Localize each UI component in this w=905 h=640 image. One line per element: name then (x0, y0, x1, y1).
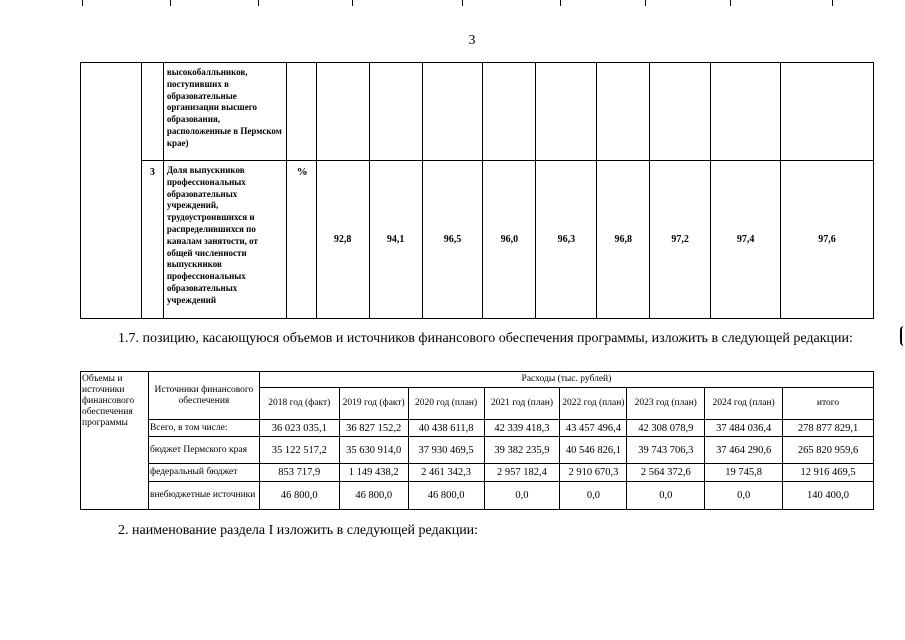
table-row (81, 161, 874, 319)
value-cell: 96,8 (597, 161, 650, 319)
value-cell: 42 339 418,3 (484, 420, 560, 437)
value-cell: 1 149 438,2 (339, 464, 408, 482)
value-cell: 36 023 035,1 (259, 420, 339, 437)
value-cell: 0,0 (705, 482, 783, 510)
finance-table (80, 371, 874, 510)
table-row (81, 420, 874, 437)
value-cell (781, 63, 874, 161)
value-cell: 12 916 469,5 (783, 464, 874, 482)
value-cell: 37 464 290,6 (705, 437, 783, 464)
column-header: итого (783, 388, 874, 420)
program-side-label: Объемы и источники финансового обеспечения программы (81, 372, 149, 510)
table-row (81, 464, 874, 482)
value-cell: 853 717,9 (259, 464, 339, 482)
row-index: 3 (141, 161, 163, 319)
source-label: федеральный бюджет (148, 464, 259, 482)
value-cell: 39 743 706,3 (627, 437, 705, 464)
value-cell: 94,1 (369, 161, 422, 319)
value-cell: 2 461 342,3 (408, 464, 484, 482)
value-cell (711, 63, 781, 161)
column-header: 2022 год (план) (560, 388, 627, 420)
value-cell: 97,6 (781, 161, 874, 319)
value-cell: 0,0 (627, 482, 705, 510)
paragraph-text: 1.7. позицию, касающуюся объемов и источников финансового обеспечения программы, изложить в следующей редакции: (118, 331, 853, 346)
scan-top-edge (0, 0, 905, 6)
value-cell: 39 382 235,9 (484, 437, 560, 464)
value-cell (483, 63, 536, 161)
value-cell: 96,0 (483, 161, 536, 319)
paragraph-2 (80, 520, 870, 541)
value-cell: 2 564 372,6 (627, 464, 705, 482)
table-row (81, 63, 874, 161)
value-cell: 42 308 078,9 (627, 420, 705, 437)
table-header-row (81, 372, 874, 388)
expenses-header: Расходы (тыс. рублей) (259, 372, 873, 388)
value-cell: 265 820 959,6 (783, 437, 874, 464)
value-cell: 92,8 (316, 161, 369, 319)
value-cell: 37 484 036,4 (705, 420, 783, 437)
indicator-name: высокобалльников, поступивших в образовательные организации высшего образования, расположенные в Пермском крае) (163, 63, 286, 161)
value-cell: 43 457 496,4 (560, 420, 627, 437)
column-header: 2020 год (план) (408, 388, 484, 420)
value-cell: 2 910 670,3 (560, 464, 627, 482)
value-cell (422, 63, 483, 161)
value-cell (369, 63, 422, 161)
value-cell: 40 438 611,8 (408, 420, 484, 437)
value-cell (316, 63, 369, 161)
column-header: 2023 год (план) (627, 388, 705, 420)
source-label: бюджет Пермского края (148, 437, 259, 464)
value-cell: 46 800,0 (339, 482, 408, 510)
value-cell (536, 63, 597, 161)
value-cell (650, 63, 711, 161)
row-index (141, 63, 163, 161)
column-header: 2018 год (факт) (259, 388, 339, 420)
indicators-table (80, 62, 874, 319)
value-cell: 278 877 829,1 (783, 420, 874, 437)
indicator-unit (286, 63, 316, 161)
value-cell: 140 400,0 (783, 482, 874, 510)
page-number: 3 (468, 33, 476, 48)
value-cell: 0,0 (560, 482, 627, 510)
source-label: Всего, в том числе: (148, 420, 259, 437)
value-cell: 0,0 (484, 482, 560, 510)
value-cell: 97,4 (711, 161, 781, 319)
value-cell: 35 122 517,2 (259, 437, 339, 464)
table-row (81, 437, 874, 464)
sources-header: Источники финансового обеспечения (148, 372, 259, 420)
table-row (81, 482, 874, 510)
value-cell: 2 957 182,4 (484, 464, 560, 482)
value-cell: 46 800,0 (408, 482, 484, 510)
value-cell: 96,3 (536, 161, 597, 319)
value-cell: 35 630 914,0 (339, 437, 408, 464)
column-header: 2021 год (план) (484, 388, 560, 420)
value-cell: 37 930 469,5 (408, 437, 484, 464)
source-label: внебюджетные источники (148, 482, 259, 510)
value-cell: 97,2 (650, 161, 711, 319)
value-cell: 19 745,8 (705, 464, 783, 482)
value-cell: 96,5 (422, 161, 483, 319)
column-header: 2019 год (факт) (339, 388, 408, 420)
empty-cell (81, 63, 142, 319)
value-cell: 46 800,0 (259, 482, 339, 510)
indicator-unit: % (286, 161, 316, 319)
column-header: 2024 год (план) (705, 388, 783, 420)
value-cell: 36 827 152,2 (339, 420, 408, 437)
indicator-name: Доля выпускников профессиональных образовательных учреждений, трудоустроившихся и распределившихся по каналам занятости, от общей численности выпускников профессиональных образовательных учреждений (163, 161, 286, 319)
value-cell: 40 546 826,1 (560, 437, 627, 464)
value-cell (597, 63, 650, 161)
paragraph-text: 2. наименование раздела I изложить в следующей редакции: (118, 523, 479, 538)
paragraph-1-7 (80, 328, 870, 349)
scan-edge-mark (900, 326, 905, 346)
